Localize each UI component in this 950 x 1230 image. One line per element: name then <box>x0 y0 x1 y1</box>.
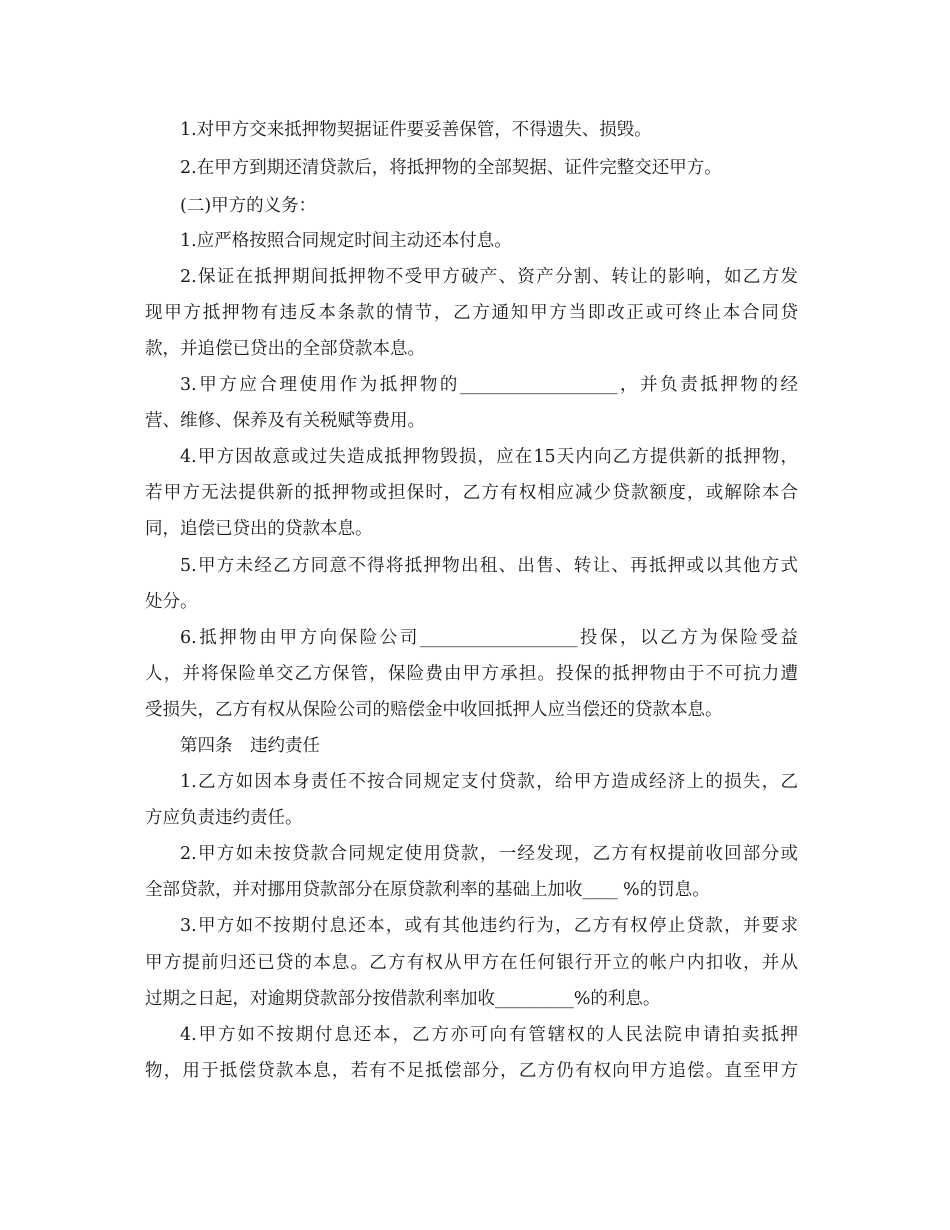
text-line: 2.在甲方到期还清贷款后，将抵押物的全部契据、证件完整交还甲方。 <box>180 158 722 178</box>
text-line: 3.甲方如不按期付息还本，或有其他违约行为，乙方有权停止贷款，并要求 <box>180 916 798 936</box>
text-line: 处分。 <box>145 592 198 612</box>
text-line: 4.甲方因故意或过失造成抵押物毁损，应在15天内向乙方提供新的抵押物， <box>180 447 798 467</box>
section-heading: (二)甲方的义务： <box>180 196 317 216</box>
text-line: 营、维修、保养及有关税赋等费用。 <box>145 411 425 431</box>
text-line: 物，用于抵偿贷款本息，若有不足抵偿部分，乙方仍有权向甲方追偿。直至甲方 <box>145 1061 798 1081</box>
text-line: 6.抵押物由甲方向保险公司__________________投保，以乙方为保险受益 <box>180 628 798 648</box>
text-line: 3.甲方应合理使用作为抵押物的__________________，并负责抵押物的经 <box>180 375 798 395</box>
text-line: 款，并追偿已贷出的全部贷款本息。 <box>145 339 425 359</box>
text-line: 同，追偿已贷出的贷款本息。 <box>145 519 373 539</box>
text-line: 方应负责违约责任。 <box>145 808 303 828</box>
text-line: 2.甲方如未按贷款合同规定使用贷款，一经发现，乙方有权提前收回部分或 <box>180 844 798 864</box>
text-line: 现甲方抵押物有违反本条款的情节，乙方通知甲方当即改正或可终止本合同贷 <box>145 303 798 323</box>
text-line: 4.甲方如不按期付息还本，乙方亦可向有管辖权的人民法院申请拍卖抵押 <box>180 1025 798 1045</box>
text-line: 人，并将保险单交乙方保管，保险费由甲方承担。投保的抵押物由于不可抗力遭 <box>145 664 798 684</box>
article-heading: 第四条 违约责任 <box>180 736 320 756</box>
text-line: 受损失，乙方有权从保险公司的赔偿金中收回抵押人应当偿还的贷款本息。 <box>145 700 723 720</box>
text-line: 1.乙方如因本身责任不按合同规定支付贷款，给甲方造成经济上的损失，乙 <box>180 772 798 792</box>
text-line: 过期之日起，对逾期贷款部分按借款利率加收_________%的利息。 <box>145 989 661 1009</box>
text-line: 5.甲方未经乙方同意不得将抵押物出租、出售、转让、再抵押或以其他方式 <box>180 556 798 576</box>
text-line: 若甲方无法提供新的抵押物或担保时，乙方有权相应减少贷款额度，或解除本合 <box>145 483 798 503</box>
text-line: 全部贷款，并对挪用贷款部分在原贷款利率的基础上加收____ %的罚息。 <box>145 880 710 900</box>
text-line: 1.应严格按照合同规定时间主动还本付息。 <box>180 231 512 251</box>
text-line: 1.对甲方交来抵押物契据证件要妥善保管，不得遗失、损毁。 <box>180 120 652 140</box>
text-line: 甲方提前归还已贷的本息。乙方有权从甲方在任何银行开立的帐户内扣收，并从 <box>145 953 798 973</box>
text-line: 2.保证在抵押期间抵押物不受甲方破产、资产分割、转让的影响，如乙方发 <box>180 267 798 287</box>
